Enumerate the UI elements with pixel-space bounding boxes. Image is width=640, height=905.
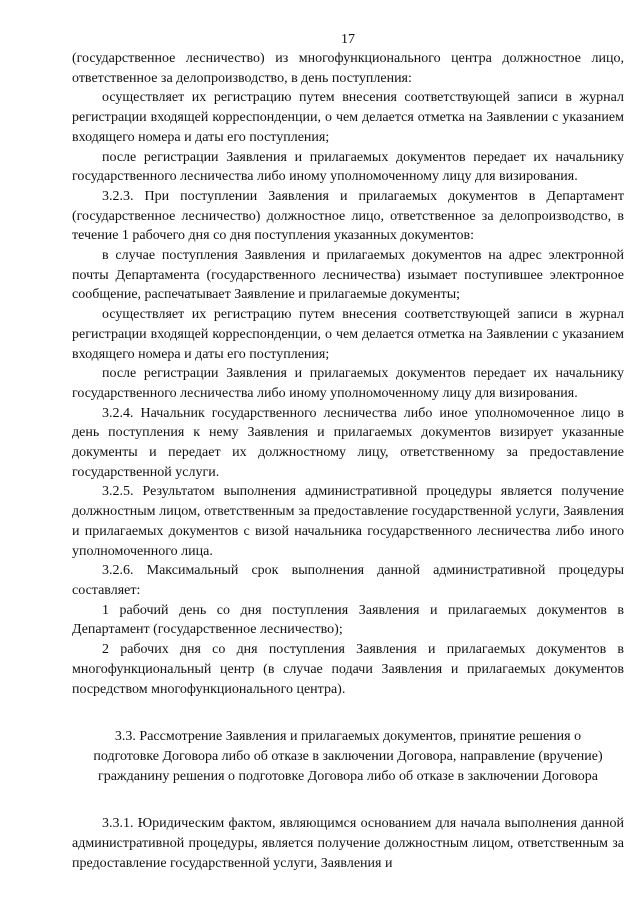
paragraph: 2 рабочих дня со дня поступления Заявления и прилагаемых документов в многофункциональный центр (в случае подачи Заявления и прилагаемых документов посредством многофункционального центра). bbox=[72, 642, 624, 697]
section-heading: 3.3. Рассмотрение Заявления и прилагаемых документов, принятие решения о подготовке Договора либо об отказе в заключении Договора, направление (вручение) гражданину решения о подготовке Договора либо об отказе в заключении Договора bbox=[93, 729, 603, 784]
body-text-top bbox=[72, 49, 624, 699]
paragraph: в случае поступления Заявления и прилагаемых документов на адрес электронной почты Департамента (государственного лесничества) изымает поступившее электронное сообщение, распечатывает Заявление и прилагаемые документы; bbox=[72, 248, 624, 303]
document-page bbox=[72, 30, 624, 873]
paragraph: 3.2.4. Начальник государственного лесничества либо иное уполномоченное лицо в день поступления к нему Заявления и прилагаемых документов визирует указанные документы и передает их должностному лицу, ответственному за предоставление государственной услуги. bbox=[72, 405, 624, 480]
page-number: 17 bbox=[341, 32, 355, 47]
paragraph: (государственное лесничество) из многофункционального центра должностное лицо, ответственное за делопроизводство, в день поступления: bbox=[72, 51, 624, 86]
paragraph: 3.2.6. Максимальный срок выполнения данной административной процедуры составляет: bbox=[72, 563, 624, 598]
paragraph: после регистрации Заявления и прилагаемых документов передает их начальнику государственного лесничества либо иному уполномоченному лицу для визирования. bbox=[72, 149, 624, 185]
paragraph: осуществляет их регистрацию путем внесения соответствующей записи в журнал регистрации входящей корреспонденции, о чем делается отметка на Заявлении с указанием входящего номера и даты его поступления; bbox=[72, 90, 624, 145]
paragraph: осуществляет их регистрацию путем внесения соответствующей записи в журнал регистрации входящей корреспонденции, о чем делается отметка на Заявлении с указанием входящего номера и даты его поступления; bbox=[72, 307, 624, 362]
paragraph: после регистрации Заявления и прилагаемых документов передает их начальнику государственного лесничества либо иному уполномоченному лицу для визирования. bbox=[72, 366, 624, 401]
paragraph: 3.3.1. Юридическим фактом, являющимся основанием для начала выполнения данной административной процедуры, является получение должностным лицом, ответственным за предоставление государственной услуги, Заявления и bbox=[72, 816, 624, 871]
paragraph: 3.2.5. Результатом выполнения административной процедуры является получение должностным лицом, ответственным за предоставление государственной услуги, Заявления и прилагаемых документов с визой начальника государственного лесничества либо иного уполномоченного лица. bbox=[72, 484, 624, 559]
body-text-bottom bbox=[72, 814, 624, 873]
paragraph: 1 рабочий день со дня поступления Заявления и прилагаемых документов в Департамент (государственное лесничество); bbox=[72, 602, 624, 638]
paragraph: 3.2.3. При поступлении Заявления и прилагаемых документов в Департамент (государственное лесничество) должностное лицо, ответственное за делопроизводство, в течение 1 рабочего дня со дня поступления указанных документов: bbox=[72, 188, 624, 244]
